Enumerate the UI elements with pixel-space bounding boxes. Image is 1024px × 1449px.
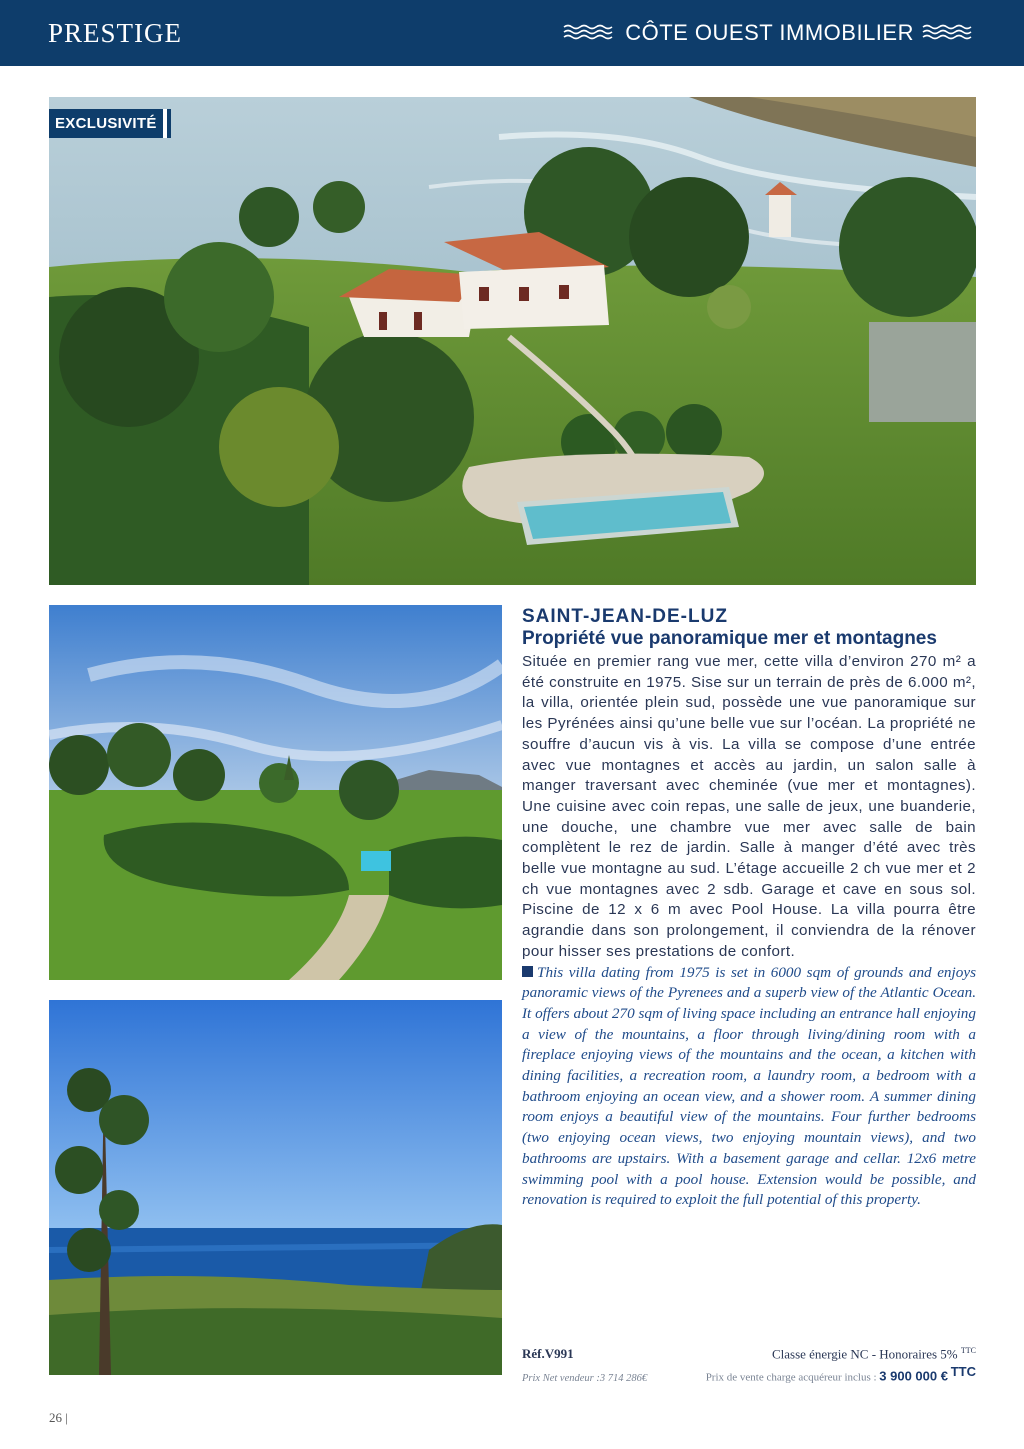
waves-icon bbox=[922, 23, 976, 43]
page-header bbox=[0, 0, 1024, 66]
price-label: Prix de vente charge acquéreur inclus : bbox=[705, 1371, 877, 1384]
reference: Réf.V991 bbox=[522, 1346, 574, 1362]
ref-row bbox=[522, 1346, 976, 1362]
square-bullet-icon bbox=[522, 966, 533, 977]
description-english-block bbox=[522, 963, 976, 1211]
brand-logo bbox=[563, 20, 976, 46]
ttc-superscript: TTC bbox=[960, 1346, 976, 1355]
price-block bbox=[522, 1346, 976, 1384]
description-english: This villa dating from 1975 is set in 6000 sqm of grounds and enjoys panoramic views of the Pyrenees and a superb view of the Atlantic Ocean. It offers about 270 sqm of living space including an entrance hall enjoying a view of the mountains, a floor through living/dining room with a fireplace enjoying views of the mountains and the ocean, a kitchen with dining facilities, a recreation room, a laundry room, a bedroom with a bathroom enjoying an ocean view, and a shower room. A summer dining room enjoys a beautiful view of the mountains. Four further bedrooms (two enjoying ocean views, two enjoying mountain views), and two bathrooms are upstairs. With a basement garage and cellar. 12x6 metre swimming pool with a pool house. Extension would be possible, and renovation is required to exploit the full potential of this property. bbox=[522, 963, 976, 1209]
price-value: 3 900 000 € bbox=[879, 1368, 948, 1384]
price-row bbox=[522, 1364, 976, 1384]
description-french: Située en premier rang vue mer, cette villa d’environ 270 m² a été construite en 1975. Sise sur un terrain de près de 6.000 m², la villa, orientée plein sud, possède une vue panoramique sur les Pyrénées ainsi qu’une belle vue sur l’océan. La propriété ne souffre d’aucun vis à vis. La villa se compose d’une entrée avec vue montagnes et accès au jardin, un salon salle à manger traversant avec cheminée (vue mer et montagnes). Une cuisine avec coin repas, une salle de jeux, une buanderie, une douche, une chambre vue mer avec salle de bain complètent le rez de jardin. Salle à manger d’été avec très belle vue montagne au sud. L’étage accueille 2 ch vue mer et 2 ch vue montagnes avec 2 sdb. Garage et cave en sous sol. Piscine de 12 x 6 m avec Pool House. La villa pourra être agrandie dans son prolongement, il conviendra de la rénover pour hisser ses prestations de confort. bbox=[522, 653, 976, 960]
price-line bbox=[706, 1364, 976, 1384]
garden-photo bbox=[49, 605, 502, 980]
listing-text bbox=[522, 606, 976, 1211]
energy-fees: Classe énergie NC - Honoraires 5% bbox=[771, 1346, 958, 1362]
villa-aerial-photo bbox=[49, 97, 976, 585]
ocean-view-photo bbox=[49, 1000, 502, 1375]
price-ttc: TTC bbox=[950, 1364, 976, 1380]
net-price: Prix Net vendeur :3 714 286€ bbox=[522, 1372, 648, 1384]
section-title: PRESTIGE bbox=[48, 17, 183, 48]
listing-title: Propriété vue panoramique mer et montagnes bbox=[522, 628, 937, 649]
energy-fees-line bbox=[772, 1346, 976, 1362]
exclusivity-badge: EXCLUSIVITÉ bbox=[49, 109, 167, 138]
page-number: 26 | bbox=[49, 1410, 68, 1425]
brand-name: CÔTE OUEST IMMOBILIER bbox=[625, 20, 914, 45]
waves-icon bbox=[563, 23, 617, 43]
listing-city: SAINT-JEAN-DE-LUZ bbox=[522, 606, 728, 627]
